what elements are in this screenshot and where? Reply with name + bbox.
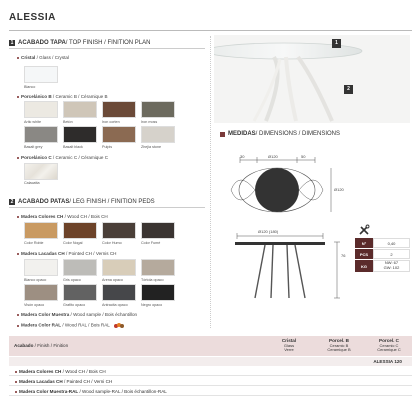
swatch-label: Pulpis — [102, 145, 113, 149]
subheading-bold: Madera Lacadas CH — [21, 251, 65, 256]
swatch-label: Negro opaco — [141, 303, 163, 307]
swatch[interactable] — [141, 284, 175, 301]
spec-row-n — [355, 238, 410, 248]
row-rest: / Wood sample-RAL / Bois échantillon-RAL — [78, 389, 167, 394]
swatch-label: Basalt grey — [24, 145, 43, 149]
col-sub2: Ceramique B — [327, 347, 351, 353]
spec-gross-weight: GW: 102 — [383, 265, 400, 270]
swatch[interactable] — [24, 101, 58, 118]
table-col-cristal — [273, 339, 305, 353]
page-title: ALESSIA — [9, 12, 56, 23]
bullet-icon — [17, 57, 19, 59]
dim-label-50: 50 — [301, 154, 306, 159]
table-photo-illustration — [214, 35, 410, 123]
spec-value: 0,40 — [373, 238, 410, 248]
table-header-rest: / Finish / Finition — [33, 343, 69, 348]
col-title: Porcel. C — [379, 338, 399, 343]
spec-key: KG — [355, 260, 373, 272]
swatch-label: Tórtola opaco — [141, 278, 164, 282]
subheading-madera-lacadas — [17, 251, 117, 256]
swatch-label: Blanco opaco — [24, 278, 47, 282]
bullet-icon — [15, 381, 17, 383]
swatch-label: Color Fumé — [141, 241, 161, 245]
subheading-porcelanico-b — [17, 94, 108, 99]
table-col-porcel-b — [323, 339, 355, 353]
spec-value: 2 — [373, 249, 410, 259]
subheading-rest: / Glass / Crystal — [35, 55, 70, 60]
bullet-icon — [17, 216, 19, 218]
dimensions-heading — [220, 131, 340, 137]
swatch[interactable] — [63, 222, 97, 239]
dim-label-30: 30 — [240, 154, 245, 159]
col-sub1: Ceramic B — [329, 342, 349, 348]
spec-value — [373, 260, 410, 272]
swatch-label: Basalt black — [63, 145, 83, 149]
model-name: ALESSIA 120 — [373, 359, 402, 364]
section-title-rest: / TOP FINISH / FINITION PLAN — [65, 40, 151, 46]
swatch-label: Artic white — [24, 120, 42, 124]
bullet-icon — [17, 314, 19, 316]
section-title-bold: ACABADO TAPA — [18, 40, 66, 46]
table-row — [9, 367, 412, 376]
subheading-bold: Madera Colores CH — [21, 214, 64, 219]
bullet-icon — [15, 391, 17, 393]
col-sub1: Glass — [283, 342, 295, 348]
dim-label-bottom: Ø120 (180) — [258, 229, 279, 234]
col-sub2: Ceramique C — [377, 347, 401, 353]
swatch-label: Betón — [63, 120, 73, 124]
dimension-drawing — [225, 148, 355, 328]
dim-label-diameter: Ø120 — [268, 154, 278, 159]
swatch-label: Calacatta — [24, 181, 40, 185]
table-col-porcel-c — [373, 339, 405, 353]
col-title: Cristal — [281, 338, 297, 343]
swatch[interactable] — [24, 259, 58, 276]
bullet-icon — [17, 157, 19, 159]
swatch-calacatta[interactable] — [24, 163, 58, 180]
subheading-bold: Porcelánico B — [21, 94, 52, 99]
swatch[interactable] — [102, 284, 136, 301]
section-number: 2 — [10, 199, 14, 205]
swatch[interactable] — [141, 222, 175, 239]
row-rest: / Painted CH / Verni CH — [62, 379, 113, 384]
spec-net-weight: NW: 67 — [384, 260, 399, 266]
dim-label-height: 76 — [341, 253, 346, 258]
subheading-bold: Madera Color Muestra — [21, 312, 70, 317]
swatch[interactable] — [141, 126, 175, 143]
title-divider — [9, 30, 412, 31]
tools-icon — [358, 224, 370, 236]
subheading-rest: / Ceramic B / Céramique B — [51, 94, 108, 99]
photo-callout-2: 2 — [344, 85, 353, 94]
swatch-blanco[interactable] — [24, 66, 58, 83]
bullet-icon — [17, 325, 19, 327]
section-top-finish-heading — [9, 40, 150, 46]
subheading-bold: Cristal — [21, 55, 36, 60]
col-sub1: Ceramic C — [379, 342, 399, 348]
swatch[interactable] — [102, 126, 136, 143]
swatch-label: Blanco — [24, 85, 36, 89]
subheading-bold: Porcelánico C — [21, 155, 52, 160]
section-leg-finish-heading — [9, 199, 155, 205]
swatch-label: Color Nogal — [63, 241, 83, 245]
swatch[interactable] — [102, 259, 136, 276]
subheading-rest: / Ceramic C / Céramique C — [51, 155, 109, 160]
table-model-row — [9, 357, 412, 366]
spec-key: PCS — [355, 249, 373, 259]
subheading-bold: Madera Color RAL — [21, 322, 62, 328]
subheading-madera-colores — [17, 214, 108, 219]
dimensions-title-bold: MEDIDAS — [228, 131, 256, 137]
swatch-label: Color Roble — [24, 241, 44, 245]
swatch[interactable] — [24, 222, 58, 239]
table-header-bold: Acabado — [14, 343, 34, 348]
swatch[interactable] — [102, 101, 136, 118]
swatch-label: Arena opaco — [102, 278, 123, 282]
swatch[interactable] — [141, 101, 175, 118]
col-sub2: Verre — [284, 347, 294, 353]
swatch-label: Iron corten — [102, 120, 120, 124]
swatch[interactable] — [141, 259, 175, 276]
subheading-rest: / Wood RAL / Bois RAL — [61, 322, 110, 328]
swatch-label: Grafito opaco — [63, 303, 86, 307]
bullet-icon — [17, 253, 19, 255]
column-divider — [210, 36, 211, 328]
col-title: Porcel. B — [329, 338, 349, 343]
swatch[interactable] — [63, 101, 97, 118]
swatch-label: Gris opaco — [63, 278, 81, 282]
bullet-icon — [15, 371, 17, 373]
square-bullet-icon — [220, 132, 225, 137]
bullet-icon — [17, 96, 19, 98]
section-title-bold: ACABADO PATAS — [18, 199, 70, 205]
row-bold: Madera Color Muestra-RAL — [19, 389, 79, 394]
subheading-muestra — [17, 312, 137, 317]
dim-label-side: Ø120 — [334, 187, 344, 192]
subheading-porcelanico-c — [17, 155, 108, 160]
swatch[interactable] — [63, 259, 97, 276]
spec-row-kg — [355, 260, 410, 272]
swatch[interactable] — [63, 126, 97, 143]
subheading-rest: / Wood CH / Bois CH — [63, 214, 108, 219]
row-bold: Madera Lacadas CH — [19, 379, 63, 384]
swatch-label: Zhejia stone — [141, 145, 162, 149]
spec-row-pcs — [355, 249, 410, 259]
section-number: 1 — [10, 40, 14, 46]
subheading-rest: / Pointed CH / Vernis CH — [64, 251, 117, 256]
photo-callout-1: 1 — [332, 39, 341, 48]
subheading-cristal — [17, 55, 69, 60]
table-header-label — [14, 343, 68, 348]
table-row — [9, 387, 412, 396]
dimensions-title-rest: / DIMENSIONS / DIMENSIONS — [255, 131, 341, 137]
divider — [9, 207, 205, 208]
spec-key: N° — [355, 238, 373, 248]
product-photo — [214, 35, 410, 123]
divider — [9, 48, 205, 49]
swatch[interactable] — [24, 126, 58, 143]
swatch-label: Iron moss — [141, 120, 158, 124]
section-title-rest: / LEG FINISH / FINITION PEDS — [69, 199, 155, 205]
swatch-label: Color Humo — [102, 241, 122, 245]
subheading-rest: / Wood sample / Bois échantillon — [69, 312, 138, 317]
row-rest: / Wood CH / Bois CH — [61, 369, 106, 374]
subheading-ral — [17, 322, 124, 329]
swatch[interactable] — [63, 284, 97, 301]
swatch-label: Visón opaco — [24, 303, 45, 307]
swatch[interactable] — [102, 222, 136, 239]
table-row — [9, 377, 412, 386]
color-palette-icon — [114, 322, 124, 329]
swatch[interactable] — [24, 284, 58, 301]
finish-table-header — [9, 336, 412, 356]
row-bold: Madera Colores CH — [19, 369, 62, 374]
swatch-label: Antracita opaco — [102, 303, 128, 307]
